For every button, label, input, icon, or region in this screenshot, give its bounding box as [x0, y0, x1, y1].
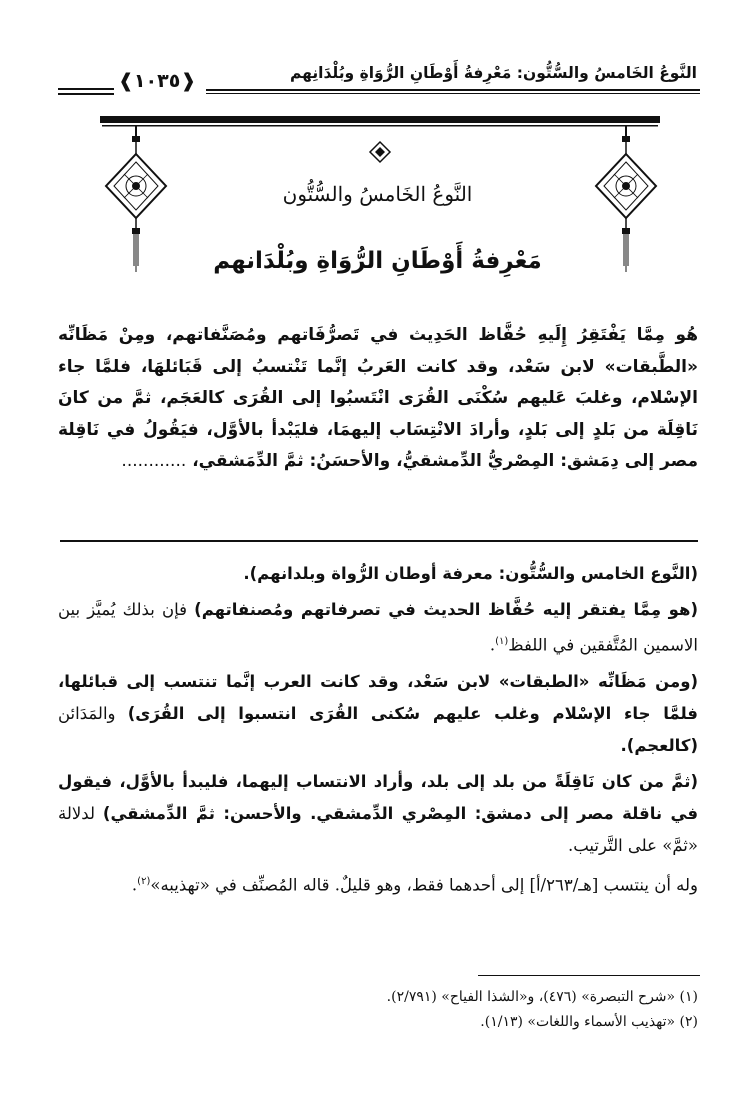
page-number-value: ١٠٣٥: [133, 70, 181, 92]
footnote-2: (٢) «تهذيب الأسماء واللغات» (١/١٣).: [480, 1014, 698, 1030]
commentary-p2-plain: فإن بذلك يُميَّز بين الاسمين المُتَّفقين في اللفظ: [58, 600, 698, 655]
ornament-bar: [100, 116, 660, 123]
commentary-p1-text: (النَّوع الخامس والسُّتُّون: معرفة أوطان الرُّواة وبلدانهم).: [243, 564, 698, 583]
main-text-dots: ............: [121, 451, 187, 471]
commentary-p3-plain: والمَدَائن: [58, 703, 116, 723]
chapter-kicker: النَّوعُ الخَامسُ والسُّتُّون: [282, 182, 473, 206]
commentary-p1: [58, 558, 698, 590]
main-paragraph: [58, 320, 698, 478]
commentary-p3-bold: (ومن مَظَانِّه «الطبقات» لابن سَعْد، وقد كانت العرب إنَّما تنتسب إلى قبائلها، فلمَّا جاء الإسْلام وغلب عليهم سُكنى القُرَى انتسبوا إلى القُرَى): [58, 671, 698, 723]
page-number-right-bracket: ❱: [180, 70, 197, 92]
commentary: [58, 558, 698, 901]
main-text: [58, 320, 698, 478]
header-rule-left-a: [58, 88, 114, 90]
commentary-p4-plain: لدلالة «ثمَّ» على التَّرتيب.: [58, 803, 698, 855]
footnote-1: (١) «شرح التبصرة» (٤٧٦)، و«الشذا الفياح» (٢/٧٩١).: [386, 989, 698, 1005]
main-text-body: هُو مِمَّا يَفْتَقِرُ إِلَيهِ حُفَّاظ الحَدِيث في تَصرُّفَاتهم ومُصَنَّفاتهم، ومِنْ مَظَانِّه «الطَّبقات» لابن سَعْد، وقد كانت العَربُ إنَّما تَنْتسبُ إلى قَبَائلهَا، فلمَّا جاء الإسْلام، وغلبَ عَليهم سُكْنَى القُرَى انْتَسبُوا إلى القُرَى كالعَجَم، ثمَّ من كانَ نَاقِلَة من بَلدٍ إلى بَلدٍ، وأرادَ الانْتِسَاب إليهمَا، فليَبْدأ بالأوَّل، فيَقُولُ في نَاقِلة مصر إلى دِمَشق: المِصْريُّ الدِّمشقيُّ، والأحسَنُ: ثمَّ الدِّمَشقي،: [58, 325, 698, 471]
section-separator: [60, 540, 698, 542]
commentary-p5-text: وله أن ينتسب [هـ/٢٦٣/أ] إلى أحدهما فقط، وهو قليلٌ. قاله المُصنِّف في «تهذيبه»: [150, 875, 698, 894]
commentary-p4-bold: (ثمَّ من كان نَاقِلَةً من بلد إلى بلد، وأراد الانتساب إليهما، فليبدأ بالأوَّل، فيقول في ناقلة مصر إلى دمشق: المِصْري الدِّمشقي. والأحسن: ثمَّ الدِّمشقي): [58, 771, 698, 823]
header-rule-left-b: [58, 93, 114, 95]
chapter-ornament: [100, 106, 660, 316]
commentary-p2: (هو مِمَّا يفتقر إليه حُفَّاظ الحديث في تصرفاتهم ومُصنفاتهم) فإن بذلك يُميَّز بين الاسمين المُتَّفقين في اللفظ$^{(١)}$.: [58, 600, 698, 655]
header-rule-top: [206, 89, 700, 91]
commentary-p3-end: (كالعجم).: [620, 735, 698, 755]
footnote-rule: [478, 975, 700, 976]
chapter-title: مَعْرِفةُ أَوْطَانِ الرُّوَاةِ وبُلْدَانهم: [213, 248, 542, 274]
page-number: [118, 70, 196, 92]
page-number-left-bracket: ❰: [118, 70, 134, 92]
commentary-p3: [58, 666, 698, 762]
footnote-ref-2: (٢): [137, 875, 151, 887]
commentary-p5: وله أن ينتسب [هـ/٢٦٣/أ] إلى أحدهما فقط، وهو قليلٌ. قاله المُصنِّف في «تهذيبه»$^{(٢)}$.: [131, 875, 698, 894]
commentary-p4: [58, 766, 698, 862]
center-diamond-icon: [370, 142, 390, 162]
footnotes: [58, 985, 698, 1035]
header-rule-bottom: [206, 93, 700, 94]
footnote-ref-1: (١): [495, 636, 509, 647]
running-header-title: النَّوعُ الخَامسُ والسُّتُّون: مَعْرِفةُ أَوْطَانِ الرُّوَاةِ وبُلْدَانِهم: [289, 64, 697, 82]
commentary-p2-bold: (هو مِمَّا يفتقر إليه حُفَّاظ الحديث في تصرفاتهم ومُصنفاتهم): [194, 600, 698, 619]
